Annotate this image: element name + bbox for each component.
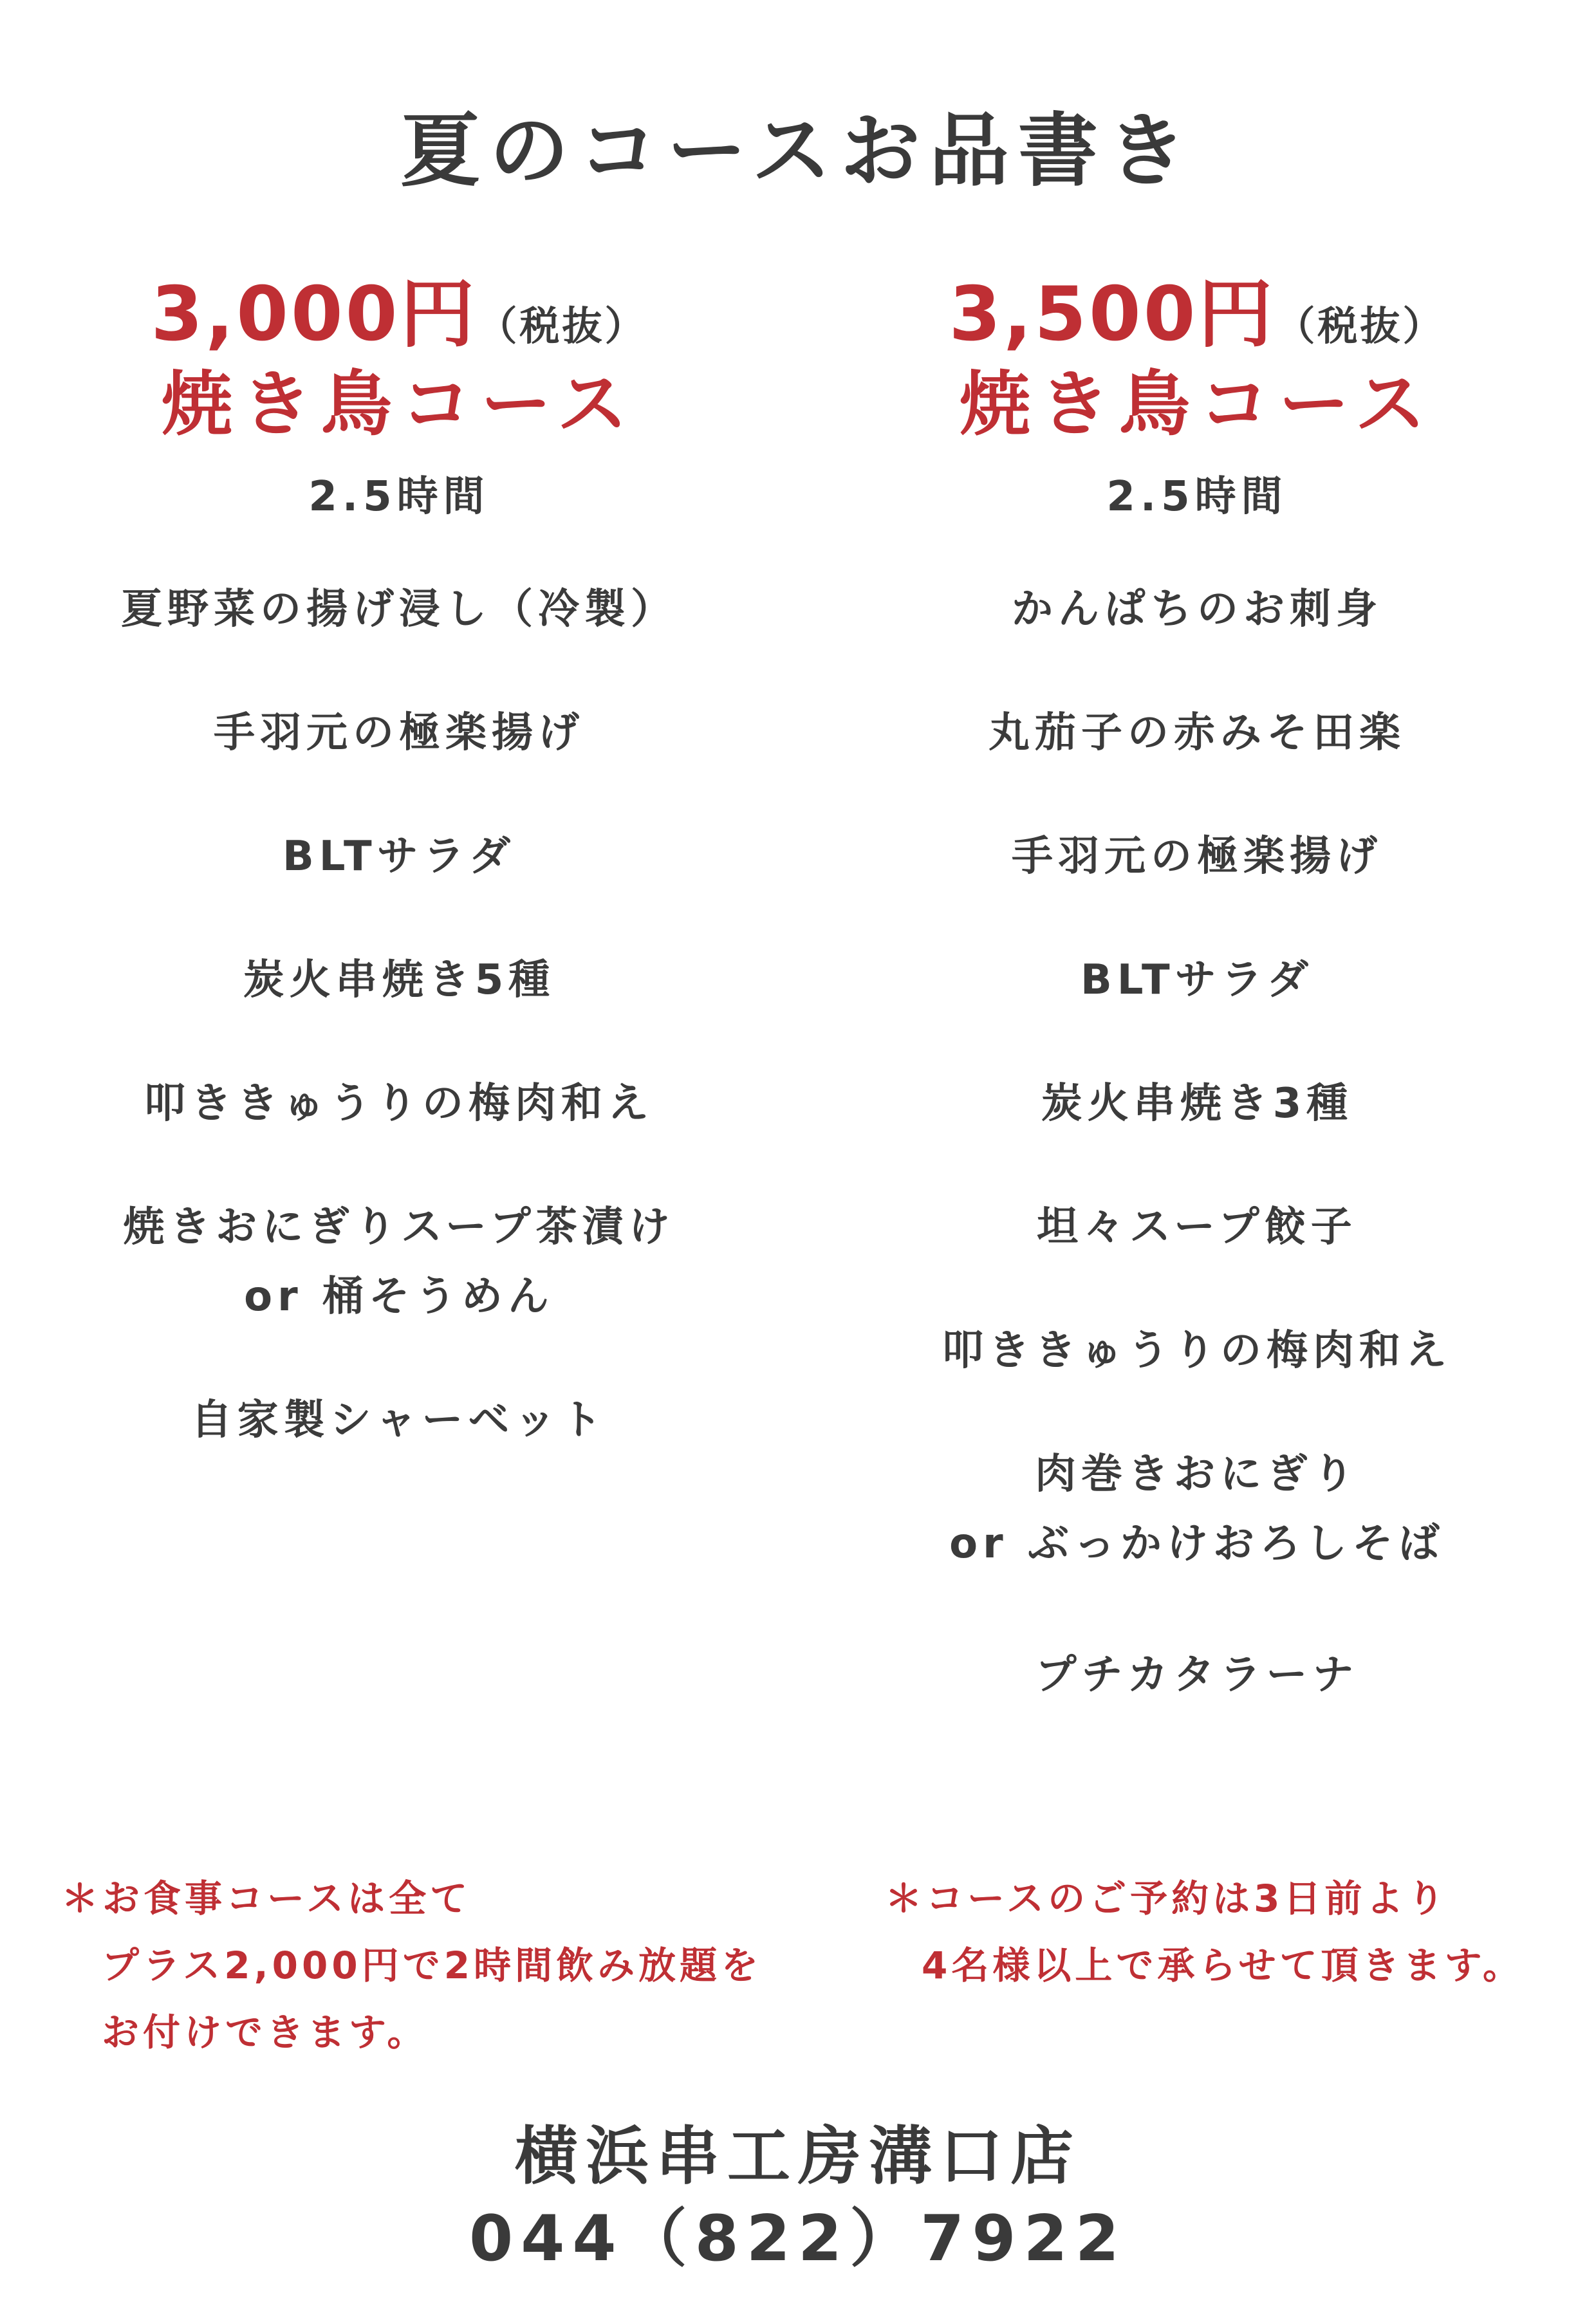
note-left-line: ＊お食事コースは全て (61, 1877, 472, 1920)
menu-item: 手羽元の極楽揚げ (214, 709, 584, 757)
course-duration: 2.5時間 (1106, 473, 1288, 521)
menu-item: BLTサラダ (283, 833, 515, 880)
menu-item: 自家製シャーベット (190, 1397, 608, 1444)
course-price: 3,500円 (949, 271, 1276, 358)
menu-item: 炭火串焼き5種 (243, 956, 555, 1004)
menu-item: 叩ききゅうりの梅肉和え (942, 1327, 1452, 1375)
menu-item: BLTサラダ (1081, 956, 1313, 1004)
tax-note: （税抜） (477, 302, 647, 349)
menu-item: 叩ききゅうりの梅肉和え (144, 1080, 654, 1128)
menu-item: 夏野菜の揚げ浸し（冷製） (121, 586, 677, 633)
menu-item: 丸茄子の赤みそ田楽 (988, 709, 1406, 757)
menu-item: 肉巻きおにぎり (1035, 1451, 1359, 1498)
shop-name: 横浜串工房溝口店 (514, 2120, 1081, 2193)
course-duration: 2.5時間 (308, 473, 490, 521)
menu-item: 手羽元の極楽揚げ (1012, 833, 1382, 880)
note-left-line: プラス2,000円で2時間飲み放題を (102, 1944, 763, 1987)
menu-item: 炭火串焼き3種 (1041, 1080, 1353, 1128)
menu-item: 坦々スープ餃子 (1037, 1203, 1357, 1251)
tax-note: （税抜） (1275, 302, 1445, 349)
note-right-line: ＊コースのご予約は3日前より (885, 1877, 1449, 1920)
page-title: 夏のコースお品書き (400, 105, 1196, 198)
menu-item-alternative: or 桶そうめん (244, 1273, 554, 1321)
shop-phone: 044（822）7922 (469, 2202, 1127, 2276)
menu-item: プチカタラーナ (1035, 1651, 1359, 1699)
course-price-line (849, 254, 1545, 362)
course-name: 焼き鳥コース (959, 363, 1435, 445)
menu-item: 焼きおにぎりスープ茶漬け (123, 1203, 675, 1251)
course-name: 焼き鳥コース (161, 363, 637, 445)
course-price-line (51, 254, 747, 362)
course-price: 3,000円 (151, 271, 478, 358)
menu-item-alternative: or ぶっかけおろしそば (949, 1520, 1445, 1568)
note-right-line: 4名様以上で承らせて頂きます。 (922, 1944, 1524, 1987)
note-left-line: お付けできます。 (102, 2010, 429, 2054)
menu-item: かんぱちのお刺身 (1012, 586, 1382, 633)
